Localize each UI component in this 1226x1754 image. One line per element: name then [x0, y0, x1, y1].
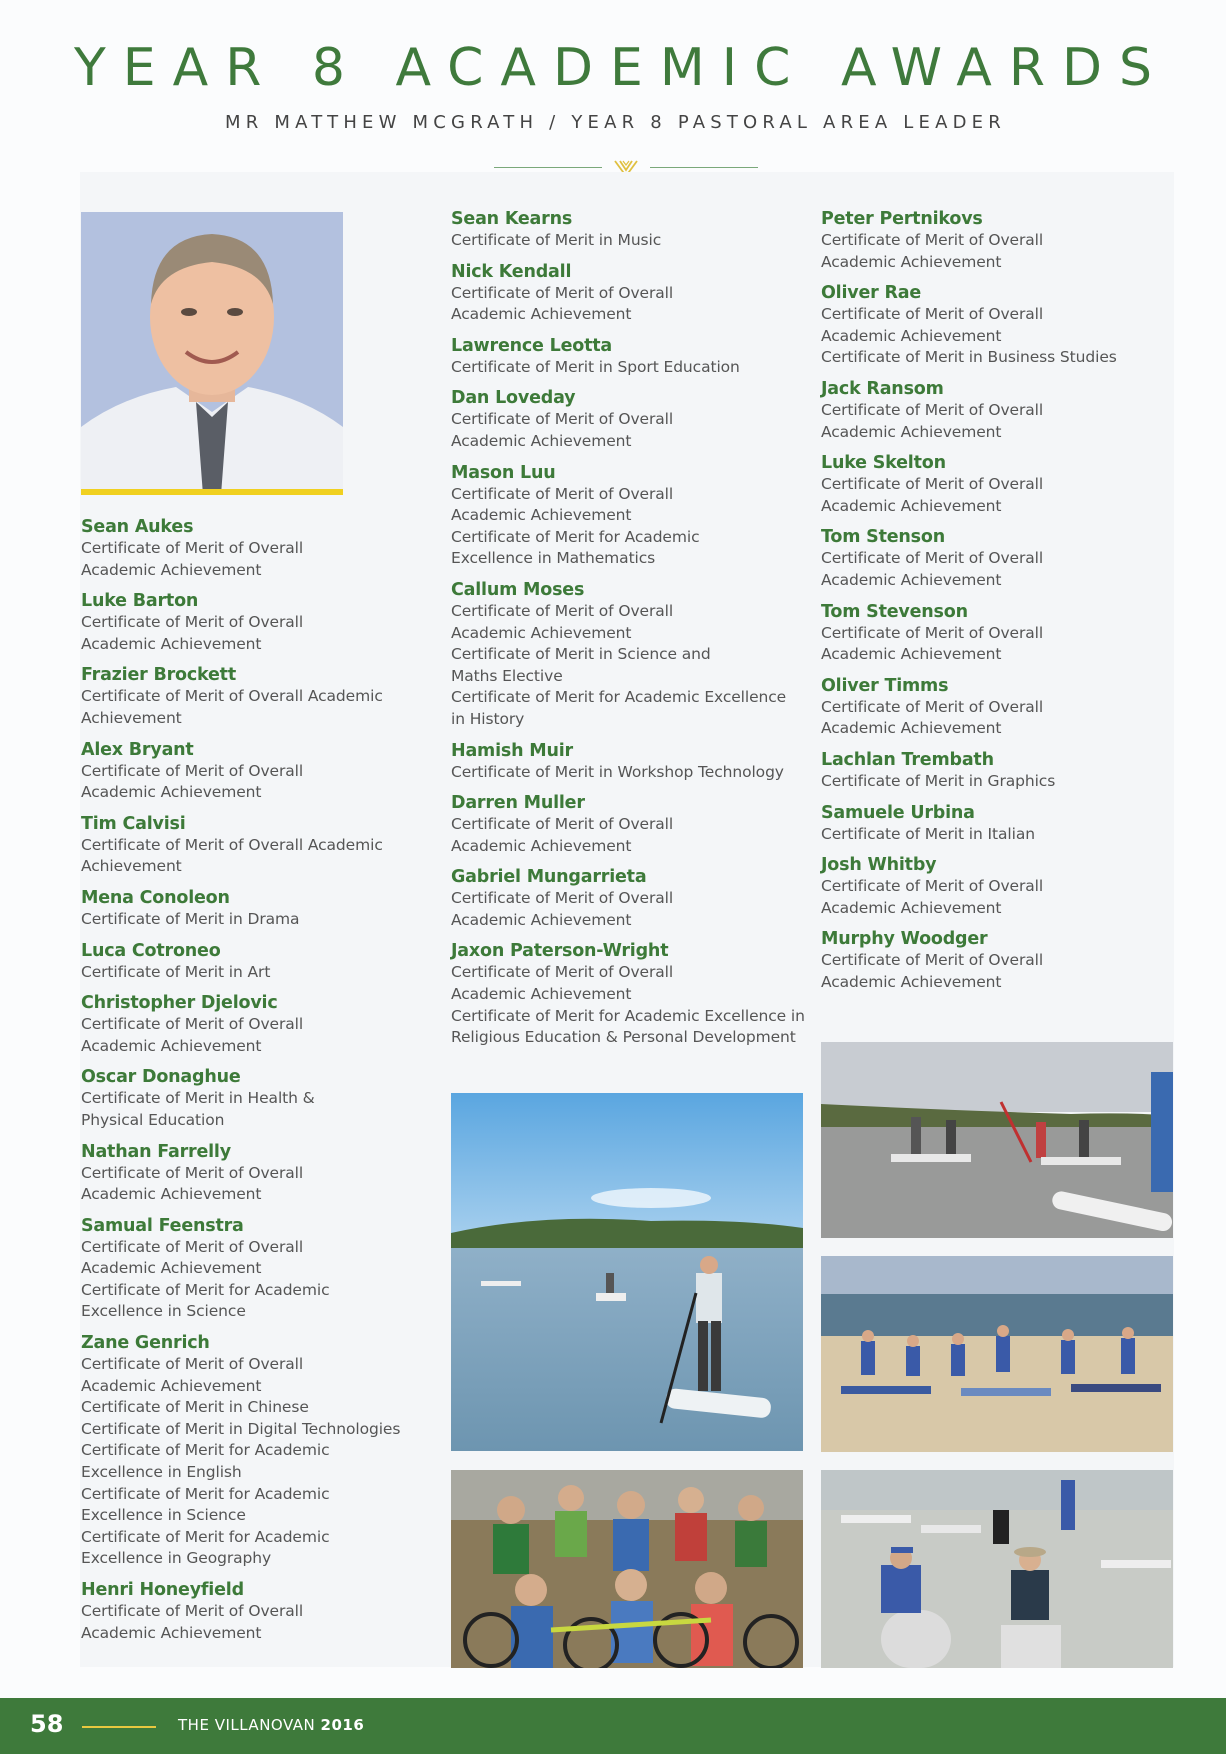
- divider-line-right: [650, 167, 758, 168]
- publication-year: 2016: [320, 1716, 365, 1734]
- award-entry: [821, 601, 1181, 666]
- student-name: Tim Calvisi: [81, 813, 186, 834]
- student-name: Gabriel Mungarrieta: [451, 867, 647, 888]
- student-name: Tom Stenson: [821, 527, 945, 548]
- award-entry: [451, 940, 811, 1048]
- award-entry: [81, 739, 401, 804]
- student-name: Dan Loveday: [451, 388, 576, 409]
- awards-column-3: [821, 208, 1181, 1002]
- student-name: Sean Kearns: [451, 209, 573, 229]
- award-entry: [821, 526, 1181, 591]
- footer-rule: [82, 1726, 156, 1728]
- awards-column-2: [451, 208, 811, 1058]
- student-name: Tom Stevenson: [821, 601, 968, 622]
- photo-mountain-bike-group: [451, 1470, 803, 1668]
- award-line: Certificate of Merit of Overall: [821, 305, 1044, 324]
- publication-title: THE VILLANOVAN: [178, 1716, 316, 1734]
- student-name: Henri Honeyfield: [81, 1580, 244, 1600]
- award-entry: [821, 675, 1181, 740]
- award-entry: [821, 854, 1181, 919]
- award-entry: [81, 1066, 401, 1131]
- award-line: Certificate of Merit of Overall: [81, 761, 304, 780]
- award-line: Certificate of Merit for Academic: [81, 1527, 330, 1546]
- award-line: Academic Achievement: [451, 431, 632, 450]
- award-line: Certificate of Merit of Overall: [821, 623, 1044, 642]
- award-line: Academic Achievement: [451, 985, 632, 1004]
- student-name: Nathan Farrelly: [81, 1141, 231, 1162]
- award-line: Certificate of Merit of Overall: [81, 613, 304, 632]
- award-entry: [81, 887, 401, 931]
- award-line: Academic Achievement: [81, 1036, 262, 1055]
- award-line: Academic Achievement: [81, 634, 262, 653]
- award-line: Certificate of Merit of Overall: [821, 877, 1044, 896]
- award-entry: [451, 387, 811, 452]
- photo-paddleboard-lake: [821, 1042, 1173, 1238]
- award-entry: [451, 579, 811, 731]
- student-name: Frazier Brockett: [81, 665, 236, 686]
- student-name: Oliver Timms: [821, 675, 949, 696]
- student-name: Alex Bryant: [81, 739, 194, 760]
- award-entry: [451, 261, 811, 326]
- student-name: Oscar Donaghue: [81, 1067, 241, 1088]
- award-line: Certificate of Merit for Academic: [81, 1441, 330, 1460]
- page-footer: [0, 1698, 1226, 1754]
- award-entry: [821, 928, 1181, 993]
- award-line: Certificate of Merit in Workshop Technology: [451, 762, 784, 781]
- page-subtitle: MR MATTHEW MCGRATH / YEAR 8 PASTORAL AREA LEADER: [225, 112, 1006, 133]
- student-name: Callum Moses: [451, 579, 585, 600]
- publication-name: [178, 1716, 364, 1734]
- award-line: Certificate of Merit of Overall: [81, 1602, 304, 1620]
- award-line: Certificate of Merit of Overall: [821, 475, 1044, 494]
- award-entry: [821, 749, 1181, 793]
- award-line: Certificate of Merit of Overall: [821, 549, 1044, 568]
- award-line: Certificate of Merit in Science and: [451, 645, 711, 664]
- award-line: Excellence in English: [81, 1463, 242, 1482]
- award-entry: [451, 740, 811, 784]
- student-name: Lachlan Trembath: [821, 749, 994, 770]
- award-entry: [81, 516, 401, 581]
- award-line: Excellence in Science: [81, 1506, 246, 1525]
- award-entry: [81, 590, 401, 655]
- award-line: Certificate of Merit in Graphics: [821, 771, 1056, 790]
- award-line: Certificate of Merit of Overall: [81, 1355, 304, 1374]
- award-line: Certificate of Merit in Health &: [81, 1089, 315, 1108]
- award-line: Academic Achievement: [81, 1376, 262, 1395]
- award-line: Academic Achievement: [81, 560, 262, 579]
- award-entry: [81, 1141, 401, 1206]
- award-line: Certificate of Merit for Academic Excellence: [451, 688, 787, 707]
- award-entry: [821, 802, 1181, 846]
- award-line: Academic Achievement: [821, 326, 1002, 345]
- award-line: Excellence in Geography: [81, 1549, 272, 1568]
- photo-paddleboard-handshake: [821, 1470, 1173, 1668]
- award-line: Certificate of Merit of Overall: [451, 484, 674, 503]
- award-line: Academic Achievement: [821, 496, 1002, 515]
- award-line: Certificate of Merit in Art: [81, 962, 271, 981]
- student-name: Luke Barton: [81, 591, 199, 612]
- award-line: Academic Achievement: [821, 422, 1002, 441]
- award-entry: [81, 1579, 401, 1644]
- portrait-underline: [81, 489, 343, 495]
- award-line: Certificate of Merit in Business Studies: [821, 348, 1117, 367]
- student-name: Lawrence Leotta: [451, 335, 613, 356]
- photo-beach-group: [821, 1256, 1173, 1452]
- award-line: Certificate of Merit in Music: [451, 231, 662, 249]
- student-name: Jack Ransom: [821, 378, 944, 399]
- award-line: Certificate of Merit for Academic: [451, 527, 700, 546]
- award-line: Certificate of Merit of Overall: [81, 1237, 304, 1256]
- award-line: Religious Education & Personal Development: [451, 1028, 796, 1047]
- award-entry: [81, 813, 401, 878]
- student-name: Peter Pertnikovs: [821, 209, 983, 229]
- award-entry: [451, 866, 811, 931]
- award-line: Certificate of Merit of Overall: [451, 601, 674, 620]
- award-line: Certificate of Merit of Overall: [81, 539, 304, 557]
- award-entry: [821, 378, 1181, 443]
- student-name: Hamish Muir: [451, 740, 573, 761]
- student-name: Luca Cotroneo: [81, 940, 221, 961]
- award-line: Certificate of Merit in Chinese: [81, 1398, 309, 1417]
- award-entry: [81, 940, 401, 984]
- award-line: Academic Achievement: [821, 570, 1002, 589]
- photo-paddleboard-river: [451, 1093, 803, 1451]
- award-line: Certificate of Merit of Overall: [821, 951, 1044, 970]
- award-line: Academic Achievement: [821, 252, 1002, 271]
- award-line: Academic Achievement: [451, 623, 632, 642]
- award-line: Academic Achievement: [81, 1259, 262, 1278]
- award-line: Excellence in Science: [81, 1302, 246, 1321]
- award-line: Academic Achievement: [451, 506, 632, 525]
- award-entry: [451, 792, 811, 857]
- award-entry: [451, 335, 811, 379]
- award-line: in History: [451, 709, 525, 728]
- award-line: Certificate of Merit of Overall: [451, 283, 674, 302]
- award-line: Certificate of Merit of Overall: [451, 889, 674, 908]
- student-name: Zane Genrich: [81, 1333, 210, 1354]
- award-line: Certificate of Merit in Italian: [821, 824, 1035, 843]
- award-line: Academic Achievement: [451, 305, 632, 324]
- award-line: Certificate of Merit of Overall: [821, 231, 1044, 249]
- award-line: Certificate of Merit for Academic: [81, 1484, 330, 1503]
- award-line: Academic Achievement: [821, 898, 1002, 917]
- award-line: Certificate of Merit of Overall: [451, 410, 674, 429]
- award-line: Academic Achievement: [821, 972, 1002, 991]
- student-name: Murphy Woodger: [821, 929, 988, 950]
- award-line: Academic Achievement: [821, 719, 1002, 738]
- student-name: Mason Luu: [451, 462, 556, 483]
- student-name: Nick Kendall: [451, 261, 572, 282]
- award-line: Certificate of Merit of Overall: [451, 815, 674, 834]
- award-entry: [81, 992, 401, 1057]
- award-line: Excellence in Mathematics: [451, 549, 656, 568]
- award-line: Certificate of Merit in Sport Education: [451, 357, 740, 376]
- page-number: 58: [30, 1710, 64, 1738]
- portrait-photo: [81, 212, 343, 495]
- award-line: Certificate of Merit of Overall Academic: [81, 835, 383, 854]
- award-line: Academic Achievement: [81, 1623, 262, 1642]
- award-line: Academic Achievement: [81, 783, 262, 802]
- divider-line-left: [494, 167, 602, 168]
- award-line: Academic Achievement: [451, 910, 632, 929]
- student-name: Mena Conoleon: [81, 887, 230, 908]
- award-line: Physical Education: [81, 1110, 225, 1129]
- award-line: Certificate of Merit of Overall: [821, 400, 1044, 419]
- award-line: Certificate of Merit in Drama: [81, 909, 300, 928]
- student-name: Jaxon Paterson-Wright: [451, 941, 669, 962]
- award-line: Achievement: [81, 857, 182, 876]
- award-entry: [821, 208, 1181, 273]
- award-line: Certificate of Merit of Overall: [81, 1015, 304, 1034]
- award-entry: [451, 462, 811, 570]
- student-name: Luke Skelton: [821, 453, 946, 474]
- awards-column-1: [81, 516, 401, 1653]
- award-line: Certificate of Merit of Overall: [81, 1163, 304, 1182]
- award-entry: [451, 208, 811, 252]
- award-line: Maths Elective: [451, 666, 563, 685]
- page-title: YEAR 8 ACADEMIC AWARDS: [74, 38, 1169, 98]
- award-line: Certificate of Merit of Overall Academic: [81, 687, 383, 706]
- award-line: Certificate of Merit of Overall: [451, 963, 674, 982]
- award-entry: [81, 1215, 401, 1323]
- award-line: Certificate of Merit for Academic: [81, 1280, 330, 1299]
- award-line: Achievement: [81, 708, 182, 727]
- award-entry: [81, 664, 401, 729]
- student-name: Josh Whitby: [821, 855, 937, 876]
- award-line: Academic Achievement: [821, 645, 1002, 664]
- student-name: Christopher Djelovic: [81, 993, 278, 1014]
- award-line: Certificate of Merit in Digital Technologies: [81, 1419, 401, 1438]
- award-line: Academic Achievement: [451, 836, 632, 855]
- student-name: Darren Muller: [451, 793, 585, 814]
- student-name: Sean Aukes: [81, 517, 194, 537]
- student-name: Samuele Urbina: [821, 802, 975, 823]
- student-name: Samual Feenstra: [81, 1215, 244, 1236]
- award-line: Academic Achievement: [81, 1185, 262, 1204]
- student-name: Oliver Rae: [821, 283, 922, 304]
- award-entry: [821, 452, 1181, 517]
- award-line: Certificate of Merit of Overall: [821, 697, 1044, 716]
- award-line: Certificate of Merit for Academic Excellence in: [451, 1006, 805, 1025]
- award-entry: [81, 1332, 401, 1570]
- award-entry: [821, 282, 1181, 369]
